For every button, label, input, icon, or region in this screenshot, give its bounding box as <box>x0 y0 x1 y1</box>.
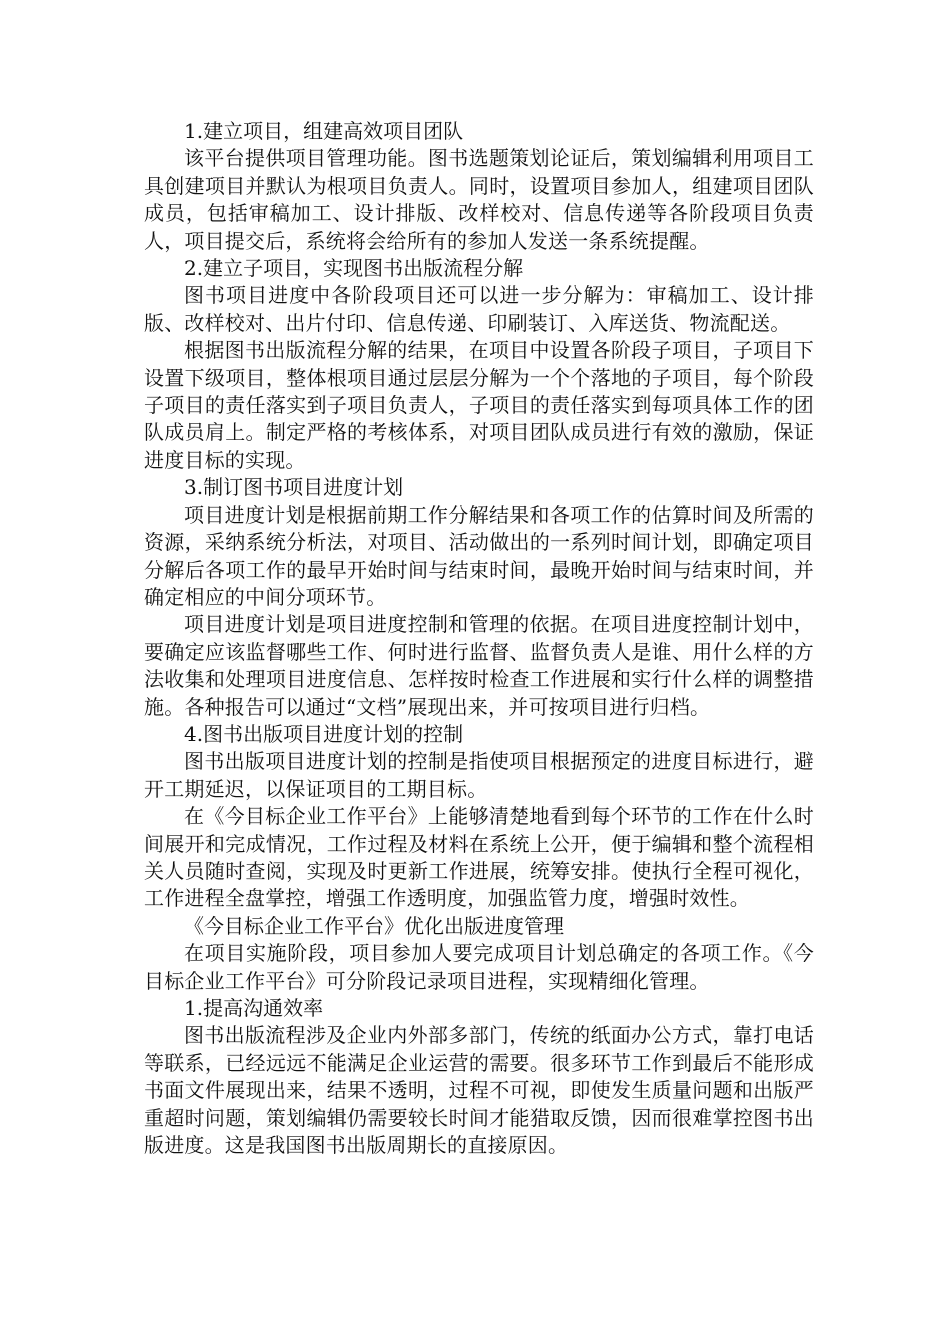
paragraph: 该平台提供项目管理功能。图书选题策划论证后，策划编辑利用项目工具创建项目并默认为根项目负责人。同时，设置项目参加人，组建项目团队成员，包括审稿加工、设计排版、改样校对、信息传递等各阶段项目负责人，项目提交后，系统将会给所有的参加人发送一条系统提醒。 <box>144 146 814 253</box>
section-heading: 1.提高沟通效率 <box>184 996 324 1020</box>
paragraph: 在项目实施阶段，项目参加人要完成项目计划总确定的各项工作。《今目标企业工作平台》可分阶段记录项目进程，实现精细化管理。 <box>144 941 814 993</box>
section-heading: 3.制订图书项目进度计划 <box>184 475 404 500</box>
paragraph: 在《今目标企业工作平台》上能够清楚地看到每个环节的工作在什么时间展开和完成情况，工作过程及材料在系统上公开，便于编辑和整个流程相关人员随时查阅，实现及时更新工作进展，统筹安排。使执行全程可视化，工作进程全盘掌控，增强工作透明度，加强监管力度，增强时效性。 <box>144 804 814 911</box>
paragraph: 图书出版项目进度计划的控制是指使项目根据预定的进度目标进行，避开工期延迟，以保证项目的工期目标。 <box>144 749 814 801</box>
paragraph: 图书出版流程涉及企业内外部多部门，传统的纸面办公方式，靠打电话等联系，已经远远不能满足企业运营的需要。很多环节工作到最后不能形成书面文件展现出来，结果不透明，过程不可视，即使发生质量问题和出版严重超时问题，策划编辑仍需要较长时间才能猎取反馈，因而很难掌控图书出版进度。这是我国图书出版周期长的直接原因。 <box>144 1023 814 1158</box>
section-heading: 2.建立子项目，实现图书出版流程分解 <box>184 256 524 281</box>
section-heading: 1.建立项目，组建高效项目团队 <box>184 119 464 143</box>
section-heading: 《今目标企业工作平台》优化出版进度管理 <box>184 913 564 938</box>
paragraph: 项目进度计划是项目进度控制和管理的依据。在项目进度控制计划中，要确定应该监督哪些工作、何时进行监督、监督负责人是谁、用什么样的方法收集和处理项目进度信息、怎样按时检查工作进展和实行什么样的调整措施。各种报告可以通过“文档”展现出来，并可按项目进行归档。 <box>144 612 814 719</box>
document-body <box>144 118 814 1159</box>
section-heading: 4.图书出版项目进度计划的控制 <box>184 721 464 746</box>
paragraph: 项目进度计划是根据前期工作分解结果和各项工作的估算时间及所需的资源，采纳系统分析法，对项目、活动做出的一系列时间计划，即确定项目分解后各项工作的最早开始时间与结束时间，最晚开始时间与结束时间，并确定相应的中间分项环节。 <box>144 502 814 609</box>
paragraph: 根据图书出版流程分解的结果，在项目中设置各阶段子项目，子项目下设置下级项目，整体根项目通过层层分解为一个个落地的子项目，每个阶段子项目的责任落实到子项目负责人，子项目的责任落实到每项具体工作的团队成员肩上。制定严格的考核体系，对项目团队成员进行有效的激励，保证进度目标的实现。 <box>144 338 814 472</box>
paragraph: 图书项目进度中各阶段项目还可以进一步分解为：审稿加工、设计排版、改样校对、出片付印、信息传递、印刷装订、入库送货、物流配送。 <box>144 283 814 335</box>
